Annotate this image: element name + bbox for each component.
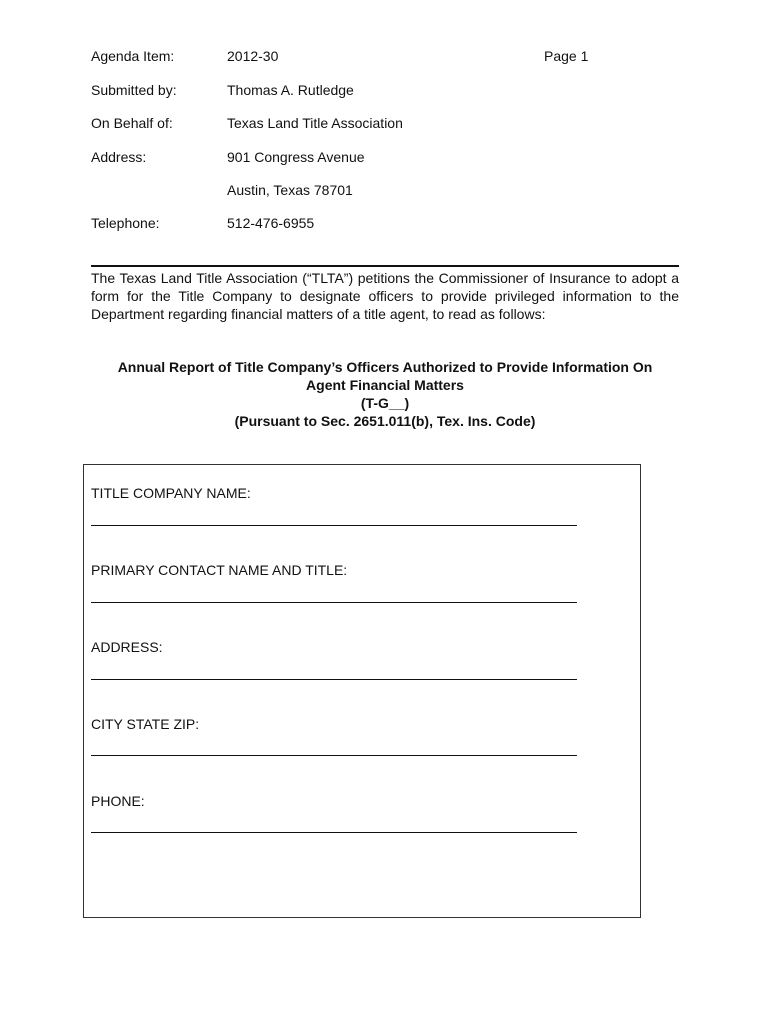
telephone-value: 512-476-6955 (227, 215, 315, 231)
address-field-label: ADDRESS: (91, 639, 163, 655)
address-line-1: 901 Congress Avenue (227, 149, 365, 165)
city-state-zip-label: CITY STATE ZIP: (91, 716, 200, 732)
form-box (83, 464, 641, 918)
address-line-2: Austin, Texas 78701 (227, 182, 353, 198)
form-title-line-4: (Pursuant to Sec. 2651.011(b), Tex. Ins. Code) (234, 413, 536, 429)
company-name-field[interactable] (91, 525, 577, 526)
city-state-zip-field[interactable] (91, 755, 577, 756)
company-name-label: TITLE COMPANY NAME: (91, 485, 251, 501)
form-title-line-3: (T-G__) (360, 395, 410, 411)
form-title-line-2: Agent Financial Matters (306, 377, 464, 393)
intro-paragraph: The Texas Land Title Association (“TLTA”) petitions the Commissioner of Insurance to adopt a form for the Title Company to designate officers to provide privileged information to the Department regarding financial matters of a title agent, to read as follows: (91, 270, 679, 322)
telephone-label: Telephone: (91, 215, 160, 231)
phone-label: PHONE: (91, 793, 145, 809)
primary-contact-label: PRIMARY CONTACT NAME AND TITLE: (91, 562, 348, 578)
address-label: Address: (91, 149, 147, 165)
form-title (91, 358, 679, 430)
primary-contact-field[interactable] (91, 602, 577, 603)
on-behalf-of-label: On Behalf of: (91, 115, 173, 131)
on-behalf-of-value: Texas Land Title Association (227, 115, 403, 131)
submitted-by-label: Submitted by: (91, 82, 177, 98)
phone-field[interactable] (91, 832, 577, 833)
submitted-by-value: Thomas A. Rutledge (227, 82, 354, 98)
address-field[interactable] (91, 679, 577, 680)
agenda-item-label: Agenda Item: (91, 48, 175, 64)
form-title-line-1: Annual Report of Title Company’s Officers Authorized to Provide Information On (117, 359, 653, 375)
page-number: Page 1 (544, 48, 589, 64)
section-divider (91, 265, 679, 267)
agenda-item-value: 2012-30 (227, 48, 279, 64)
